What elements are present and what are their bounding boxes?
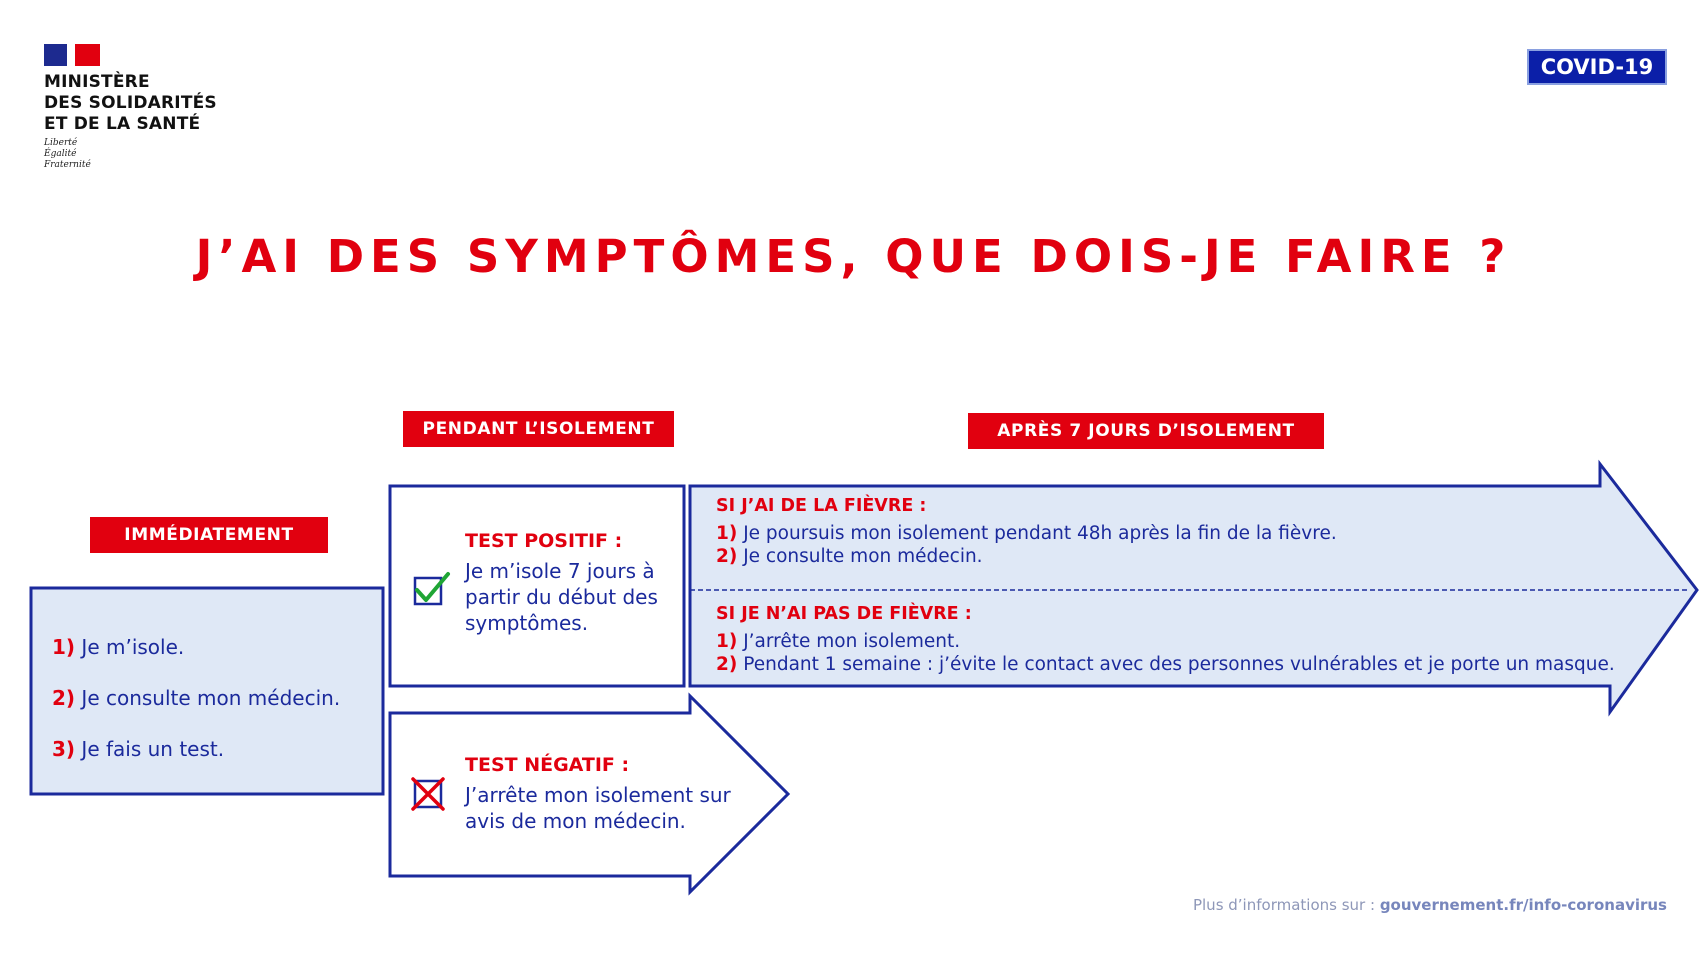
footer-prefix: Plus d’informations sur :	[1192, 896, 1376, 914]
fever-heading: SI J’AI DE LA FIÈVRE :	[716, 496, 927, 516]
item-number: 1)	[716, 631, 738, 652]
page-title: J’AI DES SYMPTÔMES, QUE DOIS-JE FAIRE ?	[195, 230, 1512, 283]
list-item	[52, 724, 340, 775]
positive-text: Je m’isole 7 jours à partir du début des symptômes.	[465, 559, 658, 635]
list-item	[716, 630, 1615, 653]
no-fever-heading: SI JE N’AI PAS DE FIÈVRE :	[716, 604, 972, 624]
item-text: Je m’isole.	[81, 635, 185, 659]
positive-heading: TEST POSITIF :	[465, 530, 623, 552]
item-number: 2)	[52, 686, 76, 710]
negative-heading: TEST NÉGATIF :	[465, 754, 630, 776]
label-immediately: IMMÉDIATEMENT	[90, 517, 328, 553]
motto-line: Fraternité	[44, 160, 91, 170]
cross-box-icon	[413, 779, 443, 809]
motto-line: Égalité	[44, 149, 77, 159]
list-item	[716, 653, 1615, 676]
item-text: Je consulte mon médecin.	[81, 686, 341, 710]
ministry-line: MINISTÈRE	[44, 72, 150, 92]
item-number: 1)	[716, 523, 738, 544]
immediately-list	[52, 622, 340, 775]
positive-section	[465, 528, 675, 636]
footer-link[interactable]: gouvernement.fr/info-coronavirus	[1379, 896, 1667, 914]
item-number: 2)	[716, 654, 738, 675]
item-number: 1)	[52, 635, 76, 659]
item-text: Je poursuis mon isolement pendant 48h après la fin de la fièvre.	[743, 523, 1337, 544]
item-text: Je consulte mon médecin.	[743, 546, 983, 567]
negative-text: J’arrête mon isolement sur avis de mon médecin.	[465, 783, 731, 833]
ministry-line: ET DE LA SANTÉ	[44, 114, 201, 134]
list-item	[716, 522, 1337, 545]
ministry-line: DES SOLIDARITÉS	[44, 93, 217, 113]
list-item	[52, 673, 340, 724]
negative-section	[465, 752, 765, 834]
motto-line: Liberté	[44, 138, 78, 148]
label-during: PENDANT L’ISOLEMENT	[403, 411, 674, 447]
item-number: 3)	[52, 737, 76, 761]
covid-badge: COVID-19	[1527, 49, 1667, 85]
item-number: 2)	[716, 546, 738, 567]
footer-info	[1193, 896, 1667, 914]
item-text: Je fais un test.	[81, 737, 225, 761]
item-text: J’arrête mon isolement.	[743, 631, 961, 652]
no-fever-section	[716, 603, 1615, 676]
list-item	[52, 622, 340, 673]
label-after: APRÈS 7 JOURS D’ISOLEMENT	[968, 413, 1324, 449]
fever-section	[716, 495, 1337, 568]
item-text: Pendant 1 semaine : j’évite le contact avec des personnes vulnérables et je porte un masque.	[743, 654, 1615, 675]
list-item	[716, 545, 1337, 568]
